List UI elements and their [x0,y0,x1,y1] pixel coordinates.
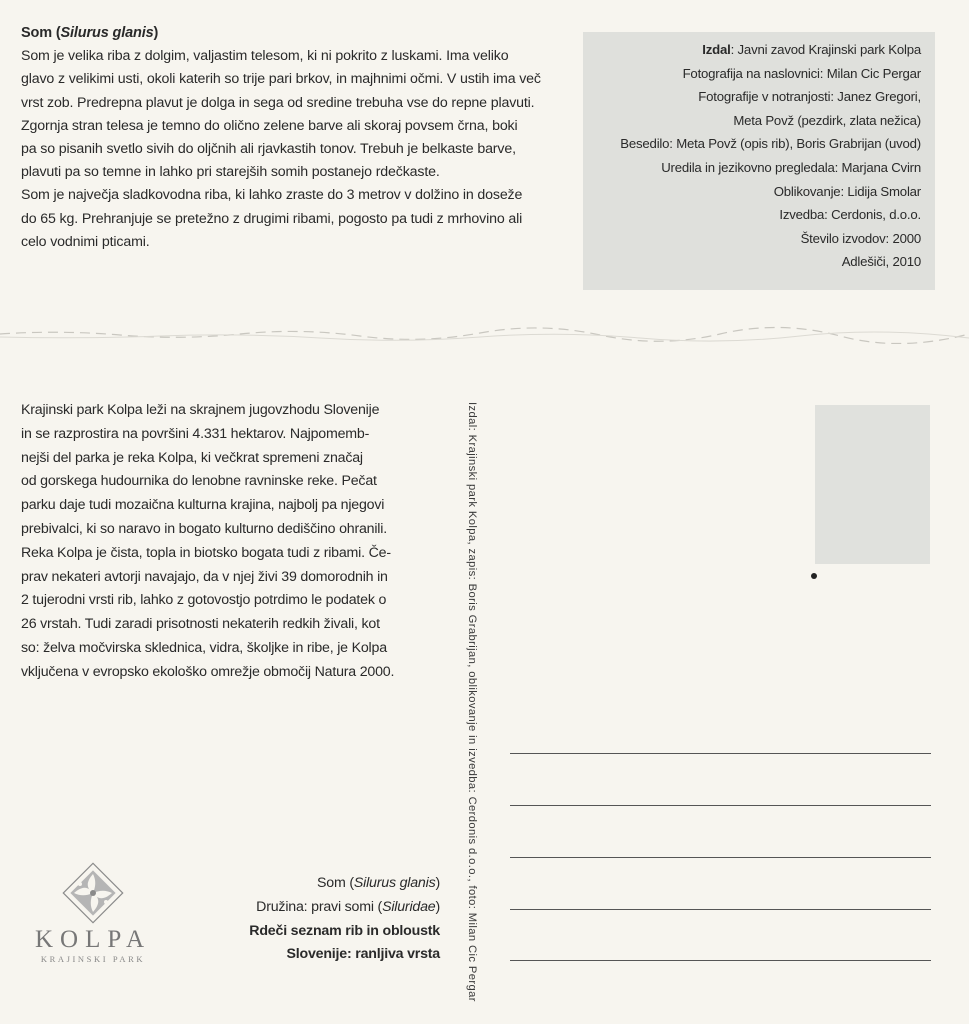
park-intro-line: prebivalci, ki so naravo in bogato kulturno dediščino ohranili. [21,520,387,537]
species-title-suffix: ) [153,25,159,41]
credits-publisher [620,38,921,62]
park-intro-line: parku daje tudi mozaična kulturna krajina, najbolj pa njegovi [21,497,385,514]
species-line: pa so pisanih svetlo sivih do oljčnih ali rjavkastih tonov. Trebuh je belkaste barve, [21,141,516,158]
caption-species-latin: Silurus glanis [353,875,436,891]
species-line: do 65 kg. Prehranjuje se pretežno z drugimi ribami, pogosto pa tudi z mrhovino ali [21,210,523,227]
species-line: vrst zob. Predrepna plavut je dolga in sega od sredine trebuha vse do repne plavuti. [21,94,535,111]
species-line: Som je največja sladkovodna riba, ki lahko zraste do 3 metrov v dolžino in doseže [21,187,523,204]
species-title-prefix: Som ( [21,25,61,41]
address-line [510,960,931,961]
species-title [21,22,566,45]
caption-species-suffix: ) [435,875,440,891]
caption-status: Slovenije: ranljiva vrsta [286,946,440,963]
park-intro-line: vključena v evropsko ekološko omrežje območij Natura 2000. [21,663,395,680]
caption-family-latin: Siluridae [382,898,436,915]
park-intro-line: so: želva močvirska sklednica, vidra, školjke in ribe, je Kolpa [21,639,387,656]
park-intro-line: in se razprostira na površini 4.331 hektarov. Najpomemb- [21,425,370,442]
credits-publisher-value: : Javni zavod Krajinski park Kolpa [730,42,921,57]
address-line [510,909,931,910]
caption-redlist: Rdeči seznam rib in obloustk [249,922,440,939]
photo-caption [170,872,440,967]
address-line [510,857,931,858]
logo-name: KOLPA [34,926,152,953]
credits-line: Meta Povž (pezdirk, zlata nežica) [733,112,921,128]
credits-line: Fotografija na naslovnici: Milan Cic Pergar [682,65,921,81]
address-line [510,753,931,754]
caption-species [170,872,440,896]
credits-line: Besedilo: Meta Povž (opis rib), Boris Grabrijan (uvod) [620,136,921,152]
credits-line: Adlešiči, 2010 [841,254,921,270]
fold-line [0,326,969,344]
species-line: plavuti pa so temne in lahko pri starejših somih postanejo rdečkaste. [21,164,440,181]
caption-family [170,896,440,920]
credits-publisher-label: Izdal [702,42,731,57]
park-intro-line: prav nekateri avtorji navajajo, da v njej živi 39 domorodnih in [21,568,388,585]
park-intro [21,399,441,685]
species-line: Zgornja stran telesa je temno do olično zelene barve ali skoraj povsem črna, boki [21,117,518,134]
species-line: glavo z velikimi usti, okoli katerih so trije pari brkov, in majhnimi očmi. V ustih ima več [21,71,541,88]
park-intro-line: 2 tujerodni vrsti rib, lahko z gotovostjo potrdimo le podatek o [21,592,387,609]
vertical-credit: Izdal: Krajinski park Kolpa, zapis: Boris Grabrijan, oblikovanje in izvedba: Cerdonis d.o.o., foto: Milan Cic Pergar [466,402,478,1002]
dot-mark [811,573,817,579]
kolpa-logo-emblem-icon [18,862,168,924]
park-intro-line: Krajinski park Kolpa leži na skrajnem jugovzhodu Slovenije [21,402,380,418]
park-intro-line: od gorskega hudournika do lenobne ravninske reke. Pečat [21,473,377,490]
credits-panel [583,32,935,290]
species-line: celo vodnimi pticami. [21,233,150,250]
park-intro-line: Reka Kolpa je čista, topla in biotsko bogata tudi z ribami. Če- [21,544,391,561]
credits-line: Oblikovanje: Lidija Smolar [773,183,921,199]
address-line [510,805,931,806]
species-line: Som je velika riba z dolgim, valjastim telesom, ki ni pokrito z luskami. Ima veliko [21,48,509,65]
credits-line: Izvedba: Cerdonis, d.o.o. [779,207,921,223]
park-intro-line: 26 vrstah. Tudi zaradi prisotnosti nekaterih redkih živali, kot [21,616,380,633]
credits-line: Število izvodov: 2000 [800,230,921,246]
species-title-latin: Silurus glanis [60,25,154,41]
caption-family-suffix: ) [435,898,440,915]
logo-subtitle: KRAJINSKI PARK [40,954,146,964]
species-description [21,22,566,254]
credits-text [620,38,921,274]
park-intro-line: nejši del parka je reka Kolpa, ki večkrat spremeni značaj [21,449,363,466]
caption-species-prefix: Som ( [317,875,354,891]
stamp-area [815,405,930,564]
fold-line-graphic [0,326,969,344]
caption-family-prefix: Družina: pravi somi ( [256,898,383,915]
credits-line: Uredila in jezikovno pregledala: Marjana Cvirn [661,159,921,175]
kolpa-logo [18,862,168,967]
credits-line: Fotografije v notranjosti: Janez Gregori, [698,89,921,105]
